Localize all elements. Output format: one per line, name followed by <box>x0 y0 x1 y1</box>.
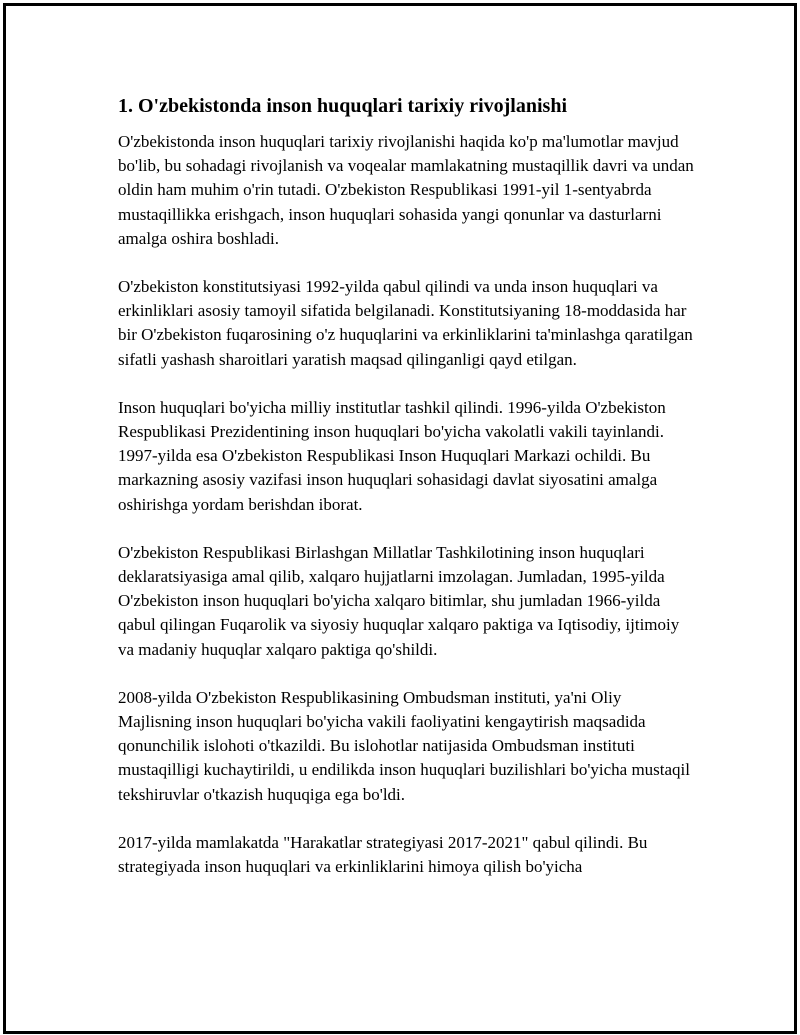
paragraph-ombudsman: 2008-yilda O'zbekiston Respublikasining Ombudsman instituti, ya'ni Oliy Majlisning inson huquqlari bo'yicha vakili faoliyatini kengaytirish maqsadida qonunchilik islohoti o'tkazildi. Bu islohotlar natijasida Ombudsman instituti mustaqilligi kuchaytirildi, u endilikda inson huquqlari buzilishlari bo'yicha mustaqil tekshiruvlar o'tkazish huquqiga ega bo'ldi. <box>118 687 691 804</box>
paragraph-action-strategy: 2017-yilda mamlakatda "Harakatlar strategiyasi 2017-2021" qabul qilindi. Bu strategiyada inson huquqlari va erkinliklarini himoya qilish bo'yicha <box>118 832 648 877</box>
paragraph-national-institutions: Inson huquqlari bo'yicha milliy institutlar tashkil qilindi. 1996-yilda O'zbekiston Respublikasi Prezidentining inson huquqlari bo'yicha vakolatli vakili tayinlandi. 1997-yilda esa O'zbekiston Respublikasi Inson Huquqlari Markazi ochildi. Bu markazning asosiy vazifasi inson huquqlari sohasidagi davlat siyosatini amalga oshirishga yordam berishdan iborat. <box>118 397 666 514</box>
paragraph-constitution: O'zbekiston konstitutsiyasi 1992-yilda qabul qilindi va unda inson huquqlari va erkinliklari asosiy tamoyil sifatida belgilanadi. Konstitutsiyaning 18-moddasida har bir O'zbekiston fuqarosining o'z huquqlarini va erkinliklarini ta'minlashga qaratilgan sifatli yashash sharoitlari yaratish maqsad qilinganligi qayd etilgan. <box>118 277 693 369</box>
paragraph-international-treaties: O'zbekiston Respublikasi Birlashgan Millatlar Tashkilotining inson huquqlari deklaratsiyasiga amal qilib, xalqaro hujjatlarni imzolagan. Jumladan, 1995-yilda O'zbekiston inson huquqlari bo'yicha xalqaro bitimlar, shu jumladan 1966-yilda qabul qilingan Fuqarolik va siyosiy huquqlar xalqaro paktiga va Iqtisodiy, ijtimoiy va madaniy huquqlar xalqaro paktiga qo'shildi. <box>118 542 680 659</box>
document-body <box>118 92 698 903</box>
paragraph-independence: O'zbekistonda inson huquqlari tarixiy rivojlanishi haqida ko'p ma'lumotlar mavjud bo'lib, bu sohadagi rivojlanish va voqealar mamlakatning mustaqillik davri va undan oldin ham muhim o'rin tutadi. O'zbekiston Respublikasi 1991-yil 1-sentyabrda mustaqillikka erishgach, inson huquqlari sohasida yangi qonunlar va dasturlarni amalga oshira boshladi. <box>118 132 694 248</box>
section-heading: 1. O'zbekistonda inson huquqlari tarixiy rivojlanishi <box>118 95 567 117</box>
